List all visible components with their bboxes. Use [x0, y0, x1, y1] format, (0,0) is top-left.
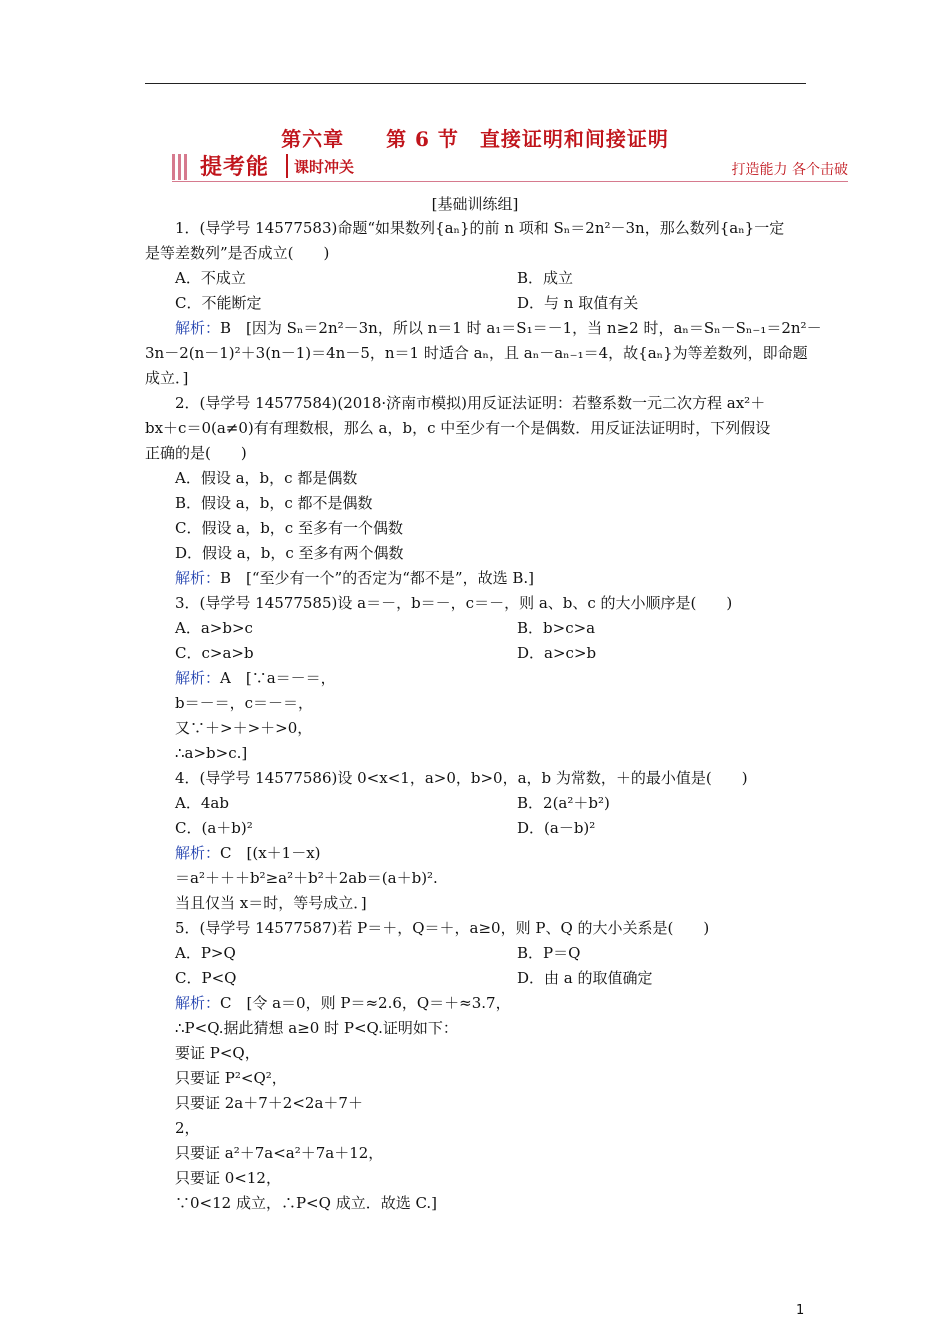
line-text: B [“至少有一个”的否定为“都不是”，故选 B.]	[220, 569, 534, 587]
text-line	[175, 643, 254, 663]
text-line	[175, 893, 367, 913]
text-line	[175, 668, 336, 688]
text-line	[175, 1093, 363, 1113]
header-rule	[145, 83, 806, 84]
line-text: D．由 a 的取值确定	[517, 969, 653, 987]
answer-label: 解析：	[175, 569, 221, 587]
line-text: bx＋c＝0(a≠0)有有理数根，那么 a，b，c 中至少有一个是偶数．用反证法证明时，下列假设	[145, 419, 771, 437]
answer-label: 解析：	[175, 844, 221, 862]
banner-subheading: 课时冲关	[294, 158, 355, 176]
line-text: 3．(导学号 14577585)设 a＝－，b＝－，c＝－，则 a、b、c 的大小顺序是( )	[175, 594, 733, 612]
text-line	[517, 618, 595, 638]
line-text: B．2(a²＋b²)	[517, 794, 610, 812]
text-line	[175, 868, 438, 888]
text-line	[175, 293, 261, 313]
text-line	[175, 843, 321, 863]
line-text: A．4ab	[175, 794, 229, 812]
text-line	[175, 218, 784, 238]
text-line	[175, 268, 246, 288]
line-text: C．P<Q	[175, 969, 237, 987]
banner-separator	[286, 154, 288, 178]
banner-underline	[172, 181, 848, 182]
text-line	[175, 318, 822, 338]
text-line	[175, 1193, 437, 1213]
line-text: 4．(导学号 14577586)设 0<x<1，a>0，b>0，a，b 为常数，＋的最小值是( )	[175, 769, 748, 787]
text-line	[175, 468, 357, 488]
text-line	[175, 1168, 281, 1188]
line-text: 5．(导学号 14577587)若 P＝＋，Q＝＋，a≥0，则 P、Q 的大小关系是( )	[175, 919, 710, 937]
line-text: C [(x＋1－x)	[220, 844, 321, 862]
text-line	[517, 943, 580, 963]
text-line	[145, 343, 808, 363]
text-line	[517, 793, 610, 813]
line-text: 成立．]	[145, 369, 189, 387]
text-line	[175, 693, 313, 713]
section-banner	[172, 150, 848, 182]
text-line	[175, 1043, 260, 1063]
line-text: A [∵a＝－＝，	[220, 669, 336, 687]
text-line	[175, 518, 403, 538]
line-text: b＝－＝，c＝－＝，	[175, 694, 314, 712]
line-text: 2．(导学号 14577584)(2018·济南市模拟)用反证法证明：若整系数一元二次方程 ax²＋	[175, 394, 766, 412]
line-text: 只要证 0<12，	[175, 1169, 281, 1187]
line-text: 要证 P<Q，	[175, 1044, 260, 1062]
text-line	[175, 593, 732, 613]
line-text: A．a>b>c	[175, 619, 253, 637]
line-text: C [令 a＝0，则 P＝≈2.6，Q＝＋≈3.7，	[220, 994, 511, 1012]
text-line	[175, 993, 511, 1013]
text-line	[175, 918, 709, 938]
line-text: 当且仅当 x＝时，等号成立．]	[175, 894, 367, 912]
text-line	[517, 968, 653, 988]
line-text: ∴P<Q.据此猜想 a≥0 时 P<Q.证明如下：	[175, 1019, 458, 1037]
line-text: D．(a－b)²	[517, 819, 596, 837]
line-text: 只要证 a²＋7a<a²＋7a＋12，	[175, 1144, 384, 1162]
answer-label: 解析：	[175, 319, 221, 337]
line-text: C．c>a>b	[175, 644, 254, 662]
banner-bars-icon	[172, 154, 196, 180]
text-line	[145, 418, 770, 438]
line-text: 正确的是( )	[145, 444, 247, 462]
text-line	[175, 818, 253, 838]
answer-label: 解析：	[175, 994, 221, 1012]
line-text: 是等差数列”是否成立( )	[145, 244, 330, 262]
chapter-title: 第六章 第 6 节 直接证明和间接证明	[281, 127, 669, 151]
line-text: 2，	[175, 1119, 200, 1137]
page-number: 1	[796, 1303, 805, 1318]
text-line	[175, 1143, 383, 1163]
text-line	[517, 293, 638, 313]
line-text: C．假设 a，b，c 至多有一个偶数	[175, 519, 403, 537]
line-text: 1．(导学号 14577583)命题“如果数列{aₙ}的前 n 项和 Sₙ＝2n²－3n，那么数列{aₙ}一定	[175, 219, 785, 237]
line-text: 3n－2(n－1)²＋3(n－1)＝4n－5，n＝1 时适合 aₙ，且 aₙ－aₙ₋₁＝4，故{aₙ}为等差数列，即命题	[145, 344, 808, 362]
line-text: B．成立	[517, 269, 574, 287]
line-text: A．假设 a，b，c 都是偶数	[175, 469, 358, 487]
line-text: 只要证 P²<Q²，	[175, 1069, 287, 1087]
text-line	[175, 718, 312, 738]
line-text: ＝a²＋＋＋b²≥a²＋b²＋2ab＝(a＋b)².	[175, 869, 438, 887]
text-line	[175, 493, 373, 513]
text-line	[175, 1118, 200, 1138]
banner-slogan: 打造能力 各个击破	[731, 162, 848, 178]
text-line	[175, 568, 534, 588]
text-line	[145, 368, 188, 388]
text-line	[175, 793, 229, 813]
text-line	[145, 443, 247, 463]
text-line	[175, 543, 404, 563]
line-text: B [因为 Sₙ＝2n²－3n，所以 n＝1 时 a₁＝S₁＝－1，当 n≥2 时，aₙ＝Sₙ－Sₙ₋₁＝2n²－	[220, 319, 822, 337]
banner-heading: 提考能	[200, 154, 270, 180]
answer-label: 解析：	[175, 669, 221, 687]
text-line	[145, 243, 329, 263]
text-line	[175, 393, 765, 413]
line-text: ∵0<12 成立，∴P<Q 成立．故选 C.]	[175, 1194, 438, 1212]
text-line	[517, 268, 573, 288]
section-label: [基础训练组]	[431, 195, 519, 213]
line-text: B．b>c>a	[517, 619, 596, 637]
line-text: D．假设 a，b，c 至多有两个偶数	[175, 544, 404, 562]
line-text: B．P＝Q	[517, 944, 581, 962]
text-line	[175, 1068, 287, 1088]
line-text: ∴a>b>c.]	[175, 744, 248, 762]
text-line	[175, 968, 236, 988]
line-text: B．假设 a，b，c 都不是偶数	[175, 494, 373, 512]
text-line	[517, 818, 595, 838]
text-line	[175, 743, 247, 763]
text-line	[517, 643, 596, 663]
line-text: D．与 n 取值有关	[517, 294, 639, 312]
text-line	[175, 768, 748, 788]
line-text: D．a>c>b	[517, 644, 597, 662]
text-line	[175, 618, 253, 638]
line-text: C．不能断定	[175, 294, 262, 312]
line-text: A．不成立	[175, 269, 246, 287]
line-text: 又∵＋>＋>＋>0，	[175, 719, 313, 737]
line-text: C．(a＋b)²	[175, 819, 253, 837]
line-text: 只要证 2a＋7＋2<2a＋7＋	[175, 1094, 363, 1112]
text-line	[175, 943, 236, 963]
line-text: A．P>Q	[175, 944, 236, 962]
text-line	[175, 1018, 458, 1038]
